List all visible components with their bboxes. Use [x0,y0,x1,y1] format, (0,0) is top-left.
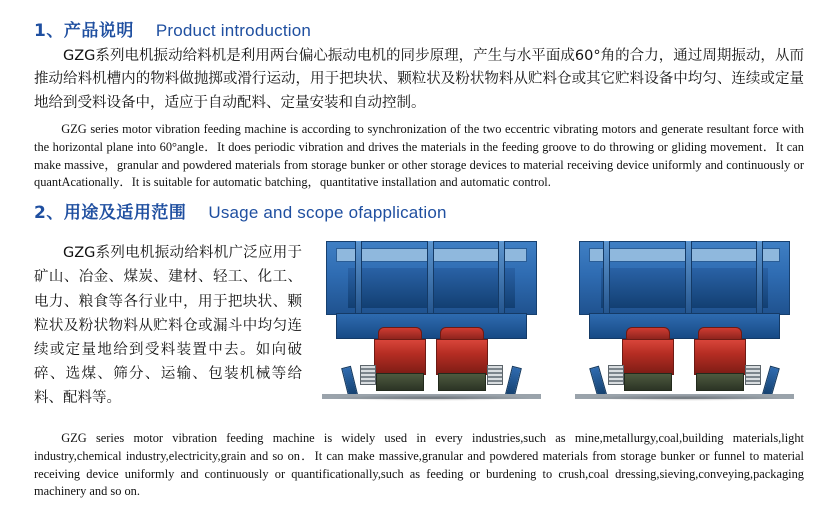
damping-spring [360,365,376,385]
trough-rib [603,241,610,315]
motor-base [696,373,744,391]
section-1-heading [34,16,804,41]
damping-spring [487,365,503,385]
vibration-motor [622,327,674,393]
section-1-heading-cn: 1、产品说明 [34,21,134,41]
vibration-motor [374,327,426,393]
section-2-paragraph-cn: GZG系列电机振动给料机广泛应用于矿山、冶金、煤炭、建材、轻工、化工、电力、粮食等各行业中，用于把块状、颗粒状及粉状物料从贮料仓或漏斗中均匀连续或定量地给到受料装置中去。如向破碎、选煤、筛分、运输、包装机械等给料、配料等。 [34,245,302,406]
feeder-skirt [336,313,527,339]
motor-base [624,373,672,391]
support-leg [505,366,522,398]
vibration-motor [694,327,746,393]
trough-rib [427,241,434,315]
section-2-body [34,227,804,424]
support-leg [589,366,607,398]
trough-rib [685,241,692,315]
support-leg [341,366,358,398]
motor-body [374,339,426,375]
section-1-paragraph-cn: GZG系列电机振动给料机是利用两台偏心振动电机的同步原理，产生与水平面成60°角的合力，通过周期振动，从而推动给料机槽内的物料做抛掷或滑行运动，用于把块状、颗粒状及粉状物料从贮料仓或其它贮料设备中均匀、连续或定量地给到受料设备中，适应于自动配料、定量安装和自动控制。 [34,48,804,111]
trough-rib [355,241,362,315]
drop-shadow [331,395,532,401]
figure-group [312,227,804,401]
drop-shadow [584,395,785,401]
support-leg [762,366,780,398]
motor-base [438,373,486,391]
section-1-heading-en: Product introduction [155,21,312,40]
section-2-heading-en: Usage and scope ofapplication [208,202,447,222]
vibration-motor [436,327,488,393]
motor-base [376,373,424,391]
motor-body [436,339,488,375]
motor-body [622,339,674,375]
motor-body [694,339,746,375]
feeder-photo-right [565,231,804,401]
section-2-paragraph-en: GZG series motor vibration feeding machine is widely used in every industries,such as mine,metallurgy,coal,building materials,light industry,chemical industry,electricity,grain and so on．It can make massive,granular and powdered materials from storage bunker or funnel to material receiving device uniformly and continuously or quantificationally,such as feeding or burdening to crush,coal dressing,sieving,conveying,packaging machinery and so on. [34,431,804,499]
feeder-skirt [589,313,780,339]
vibration-feeder-illustration [312,231,551,401]
damping-spring [745,365,761,385]
section-1-paragraph-en: GZG series motor vibration feeding machine is according to synchronization of the two eccentric vibrating motors and generate resultant force with the horizontal plane into 60°angle．It does periodic vibration and drives the materials in the feeding groove to do throwing or gliding movement．It can make massive，granular and powdered materials from storage bunker or other storage devices to material receiving device uniformly and continuously or quantAcationally．It is suitable for automatic batching，quantitative installation and automatic control. [34,122,804,190]
trough-rib [756,241,763,315]
section-2-heading [34,198,804,223]
damping-spring [608,365,624,385]
trough-rib [498,241,505,315]
vibration-feeder-illustration [565,231,804,401]
section-2-heading-cn: 2、用途及适用范围 [34,202,187,223]
feeder-photo-left [312,231,551,401]
